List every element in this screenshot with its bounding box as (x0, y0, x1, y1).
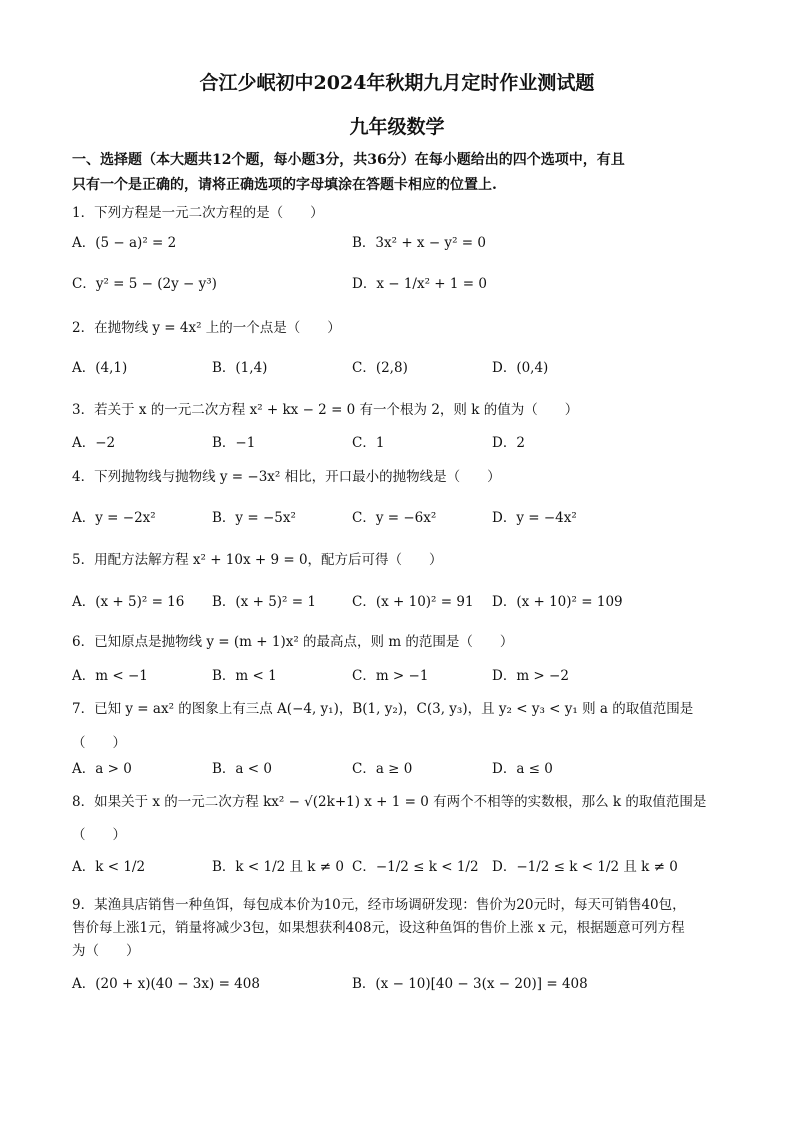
question-8-stem-line-2: （ ） (72, 827, 126, 843)
question-1-option-a: A．(5 − a)² = 2 (72, 235, 177, 251)
question-3-option-d: D．2 (492, 435, 525, 451)
question-7-stem: 7．已知 y = ax² 的图象上有三点 A(−4, y₁)，B(1, y₂)，C(3, y₃)，且 y₂ < y₃ < y₁ 则 a 的取值范围是 (72, 701, 694, 717)
question-4-option-b: B．y = −5x² (212, 510, 296, 526)
question-1-stem: 1．下列方程是一元二次方程的是（ ） (72, 205, 324, 221)
question-8-stem: 8．如果关于 x 的一元二次方程 kx² − √(2k+1) x + 1 = 0 有两个不相等的实数根，那么 k 的取值范围是 (72, 794, 707, 810)
question-6-option-d: D．m > −2 (492, 668, 569, 684)
question-6-option-c: C．m > −1 (352, 668, 429, 684)
question-4-option-c: C．y = −6x² (352, 510, 437, 526)
question-8-option-a: A．k < 1/2 (72, 859, 146, 875)
question-1-option-d: D．x − 1/x² + 1 = 0 (352, 276, 487, 292)
question-8-option-d: D．−1/2 ≤ k < 1/2 且 k ≠ 0 (492, 859, 678, 875)
question-5-stem: 5．用配方法解方程 x² + 10x + 9 = 0，配方后可得（ ） (72, 552, 443, 568)
question-4-stem: 4．下列抛物线与抛物线 y = −3x² 相比，开口最小的抛物线是（ ） (72, 469, 501, 485)
question-3-stem: 3．若关于 x 的一元二次方程 x² + kx − 2 = 0 有一个根为 2，则 k 的值为（ ） (72, 402, 579, 418)
page-subtitle: 九年级数学 (349, 116, 445, 138)
question-9-option-a: A．(20 + x)(40 − 3x) = 408 (72, 976, 260, 992)
question-7-stem-line-2: （ ） (72, 735, 126, 751)
question-2-stem: 2．在抛物线 y = 4x² 上的一个点是（ ） (72, 320, 341, 336)
question-6-stem: 6．已知原点是抛物线 y = (m + 1)x² 的最高点，则 m 的范围是（ ） (72, 634, 514, 650)
question-3-option-c: C．1 (352, 435, 385, 451)
question-7-option-c: C．a ≥ 0 (352, 761, 413, 777)
question-4-option-d: D．y = −4x² (492, 510, 577, 526)
question-2-option-b: B．(1,4) (212, 360, 268, 376)
question-9-option-b: B．(x − 10)[40 − 3(x − 20)] = 408 (352, 976, 588, 992)
question-5-option-a: A．(x + 5)² = 16 (72, 594, 185, 610)
question-7-option-b: B．a < 0 (212, 761, 272, 777)
question-9-stem-line-2: 售价每上涨1元，销量将减少3包，如果想获利408元，设这种鱼饵的售价上涨 x 元，根据题意可列方程 (72, 920, 685, 936)
question-8-option-b: B．k < 1/2 且 k ≠ 0 (212, 859, 344, 875)
question-2-option-d: D．(0,4) (492, 360, 549, 376)
question-1-option-b: B．3x² + x − y² = 0 (352, 235, 486, 251)
question-5-option-d: D．(x + 10)² = 109 (492, 594, 623, 610)
question-5-option-c: C．(x + 10)² = 91 (352, 594, 474, 610)
question-1-option-c: C．y² = 5 − (2y − y³) (72, 276, 217, 292)
question-9-stem-line-3: 为（ ） (72, 943, 140, 959)
question-6-option-b: B．m < 1 (212, 668, 277, 684)
question-4-option-a: A．y = −2x² (72, 510, 156, 526)
question-3-option-b: B．−1 (212, 435, 256, 451)
question-7-option-d: D．a ≤ 0 (492, 761, 553, 777)
section-instructions-line-1: 一、选择题（本大题共12个题，每小题3分，共36分）在每小题给出的四个选项中，有且 (72, 152, 625, 168)
question-9-stem: 9．某渔具店销售一种鱼饵，每包成本价为10元，经市场调研发现：售价为20元时，每天可销售40包， (72, 897, 686, 913)
question-8-option-c: C．−1/2 ≤ k < 1/2 (352, 859, 479, 875)
question-5-option-b: B．(x + 5)² = 1 (212, 594, 316, 610)
question-7-option-a: A．a > 0 (72, 761, 132, 777)
page-title: 合江少岷初中2024年秋期九月定时作业测试题 (199, 72, 595, 94)
section-instructions-line-2: 只有一个是正确的，请将正确选项的字母填涂在答题卡相应的位置上. (72, 177, 497, 193)
question-2-option-c: C．(2,8) (352, 360, 408, 376)
question-3-option-a: A．−2 (72, 435, 116, 451)
question-2-option-a: A．(4,1) (72, 360, 128, 376)
question-6-option-a: A．m < −1 (72, 668, 148, 684)
